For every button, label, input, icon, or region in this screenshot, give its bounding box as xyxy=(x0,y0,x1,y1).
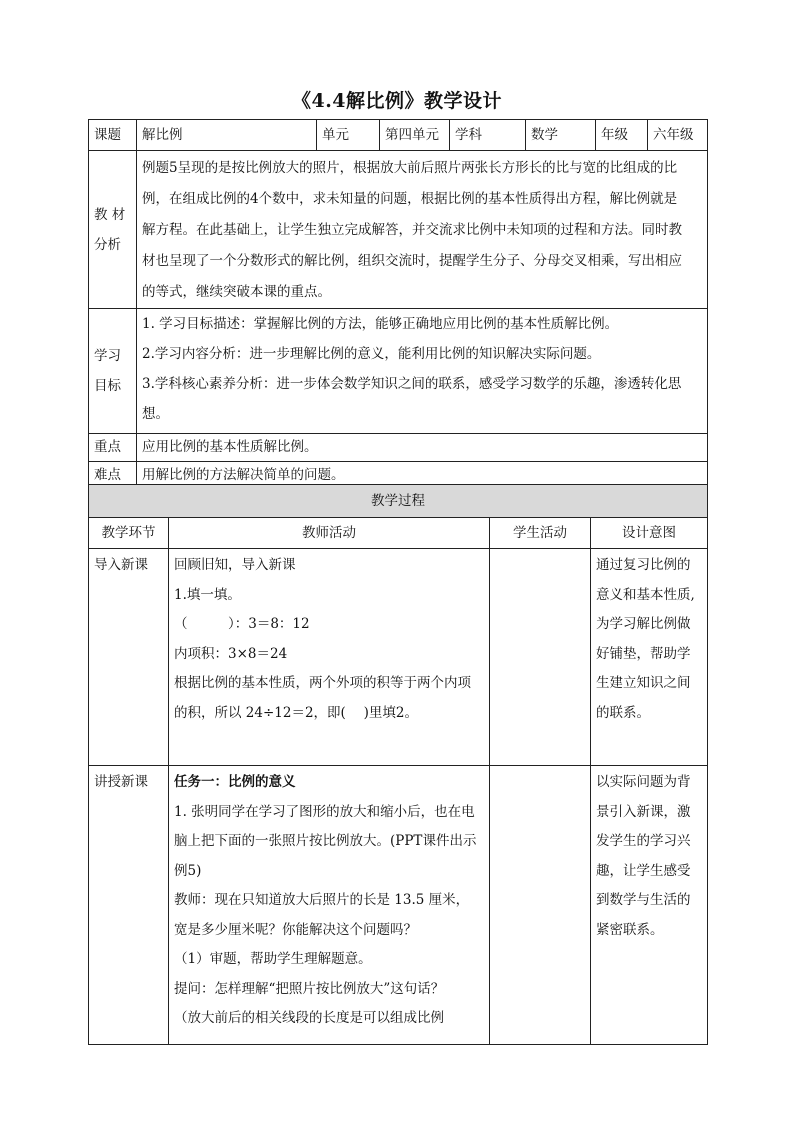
analysis-label-line2: 分析 xyxy=(94,236,121,253)
analysis-line: 的等式，继续突破本课的重点。 xyxy=(142,284,331,300)
student-activity-intro xyxy=(490,549,591,766)
teacher-activity-teach xyxy=(169,766,490,1045)
teacher-line: 的积，所以 24÷12＝2，即( )里填2。 xyxy=(174,704,418,721)
header-student: 学生活动 xyxy=(490,518,591,549)
topic-value: 解比例 xyxy=(137,120,317,151)
teacher-line: 宽是多少厘米呢？你能解决这个问题吗？ xyxy=(174,921,417,938)
teacher-line: 1.填一填。 xyxy=(174,586,241,603)
teacher-line: 根据比例的基本性质，两个外项的积等于两个内项 xyxy=(174,675,471,691)
teacher-line: （ ）：3＝8：12 xyxy=(174,616,310,632)
stage-teach: 讲授新课 xyxy=(89,766,169,1045)
intent-line: 好铺垫，帮助学 xyxy=(596,645,691,662)
process-title: 教学过程 xyxy=(89,485,708,518)
goals-label-line1: 学习 xyxy=(94,348,121,364)
goals-text xyxy=(137,309,708,434)
intent-line: 紧密联系。 xyxy=(596,921,664,938)
analysis-line: 解方程。在此基础上，让学生独立完成解答，并交流求比例中未知项的过程和方法。同时教 xyxy=(142,222,682,238)
unit-label: 单元 xyxy=(317,120,380,151)
goals-label xyxy=(89,309,137,434)
goals-line: 2.学习内容分析：进一步理解比例的意义，能利用比例的知识解决实际问题。 xyxy=(142,346,601,362)
goals-label-line2: 目标 xyxy=(94,378,121,394)
intent-teach xyxy=(591,766,708,1045)
subject-value: 数学 xyxy=(526,120,596,151)
intent-line: 为学习解比例做 xyxy=(596,616,691,632)
info-table xyxy=(88,119,708,489)
grade-value: 六年级 xyxy=(648,120,708,151)
key-label: 重点 xyxy=(89,434,137,462)
header-teacher: 教师活动 xyxy=(169,518,490,549)
intent-line: 趣，让学生感受 xyxy=(596,862,691,879)
analysis-label-line1: 教 材 xyxy=(94,206,126,223)
page-title: 《4.4解比例》教学设计 xyxy=(291,90,503,112)
difficulty-value: 用解比例的方法解决简单的问题。 xyxy=(137,462,708,489)
teacher-line: 回顾旧知，导入新课 xyxy=(174,557,296,573)
teacher-line: 1. 张明同学在学习了图形的放大和缩小后，也在电 xyxy=(174,803,475,820)
goals-line: 想。 xyxy=(142,406,169,422)
teacher-line: （1）审题，帮助学生理解题意。 xyxy=(174,951,372,967)
header-stage: 教学环节 xyxy=(89,518,169,549)
stage-intro: 导入新课 xyxy=(89,549,169,766)
topic-label: 课题 xyxy=(89,120,137,151)
teacher-activity-intro xyxy=(169,549,490,766)
intent-intro xyxy=(591,549,708,766)
teacher-line: 内项积：3×8＝24 xyxy=(174,645,288,662)
teacher-line: （放大前后的相关线段的长度是可以组成比例 xyxy=(174,1010,444,1026)
header-intent: 设计意图 xyxy=(591,518,708,549)
analysis-label xyxy=(89,151,137,309)
subject-label: 学科 xyxy=(450,120,526,151)
teacher-line: 例5) xyxy=(174,862,202,879)
analysis-line: 例题5呈现的是按比例放大的照片，根据放大前后照片两张长方形长的比与宽的比组成的比 xyxy=(142,160,678,176)
intent-line: 到数学与生活的 xyxy=(596,892,691,908)
key-value: 应用比例的基本性质解比例。 xyxy=(137,434,708,462)
teacher-line: 提问：怎样理解“把照片按比例放大”这句话？ xyxy=(174,980,445,997)
intent-line: 以实际问题为背 xyxy=(596,774,691,790)
student-activity-teach xyxy=(490,766,591,1045)
intent-line: 意义和基本性质, xyxy=(596,586,695,603)
goals-line: 1. 学习目标描述：掌握解比例的方法，能够正确地应用比例的基本性质解比例。 xyxy=(142,316,619,332)
difficulty-label: 难点 xyxy=(89,462,137,489)
intent-line: 的联系。 xyxy=(596,704,650,721)
teacher-line: 教师：现在只知道放大后照片的长是 13.5 厘米， xyxy=(174,892,470,908)
analysis-line: 材也呈现了一个分数形式的解比例，组织交流时，提醒学生分子、分母交叉相乘，写出相应 xyxy=(142,253,682,269)
teacher-line: 脑上把下面的一张照片按比例放大。(PPT课件出示 xyxy=(174,833,477,849)
intent-line: 景引入新课，激 xyxy=(596,803,691,820)
process-table xyxy=(88,484,708,1045)
intent-line: 发学生的学习兴 xyxy=(596,833,691,849)
analysis-line: 例，在组成比例的4个数中，求未知量的问题，根据比例的基本性质得出方程，解比例就是 xyxy=(142,191,678,207)
intent-line: 通过复习比例的 xyxy=(596,557,691,573)
grade-label: 年级 xyxy=(596,120,648,151)
intent-line: 生建立知识之间 xyxy=(596,675,691,691)
goals-line: 3.学科核心素养分析：进一步体会数学知识之间的联系，感受学习数学的乐趣，渗透转化思 xyxy=(142,376,682,392)
analysis-text xyxy=(137,151,708,309)
unit-value: 第四单元 xyxy=(380,120,450,151)
task-heading: 任务一：比例的意义 xyxy=(174,774,296,790)
